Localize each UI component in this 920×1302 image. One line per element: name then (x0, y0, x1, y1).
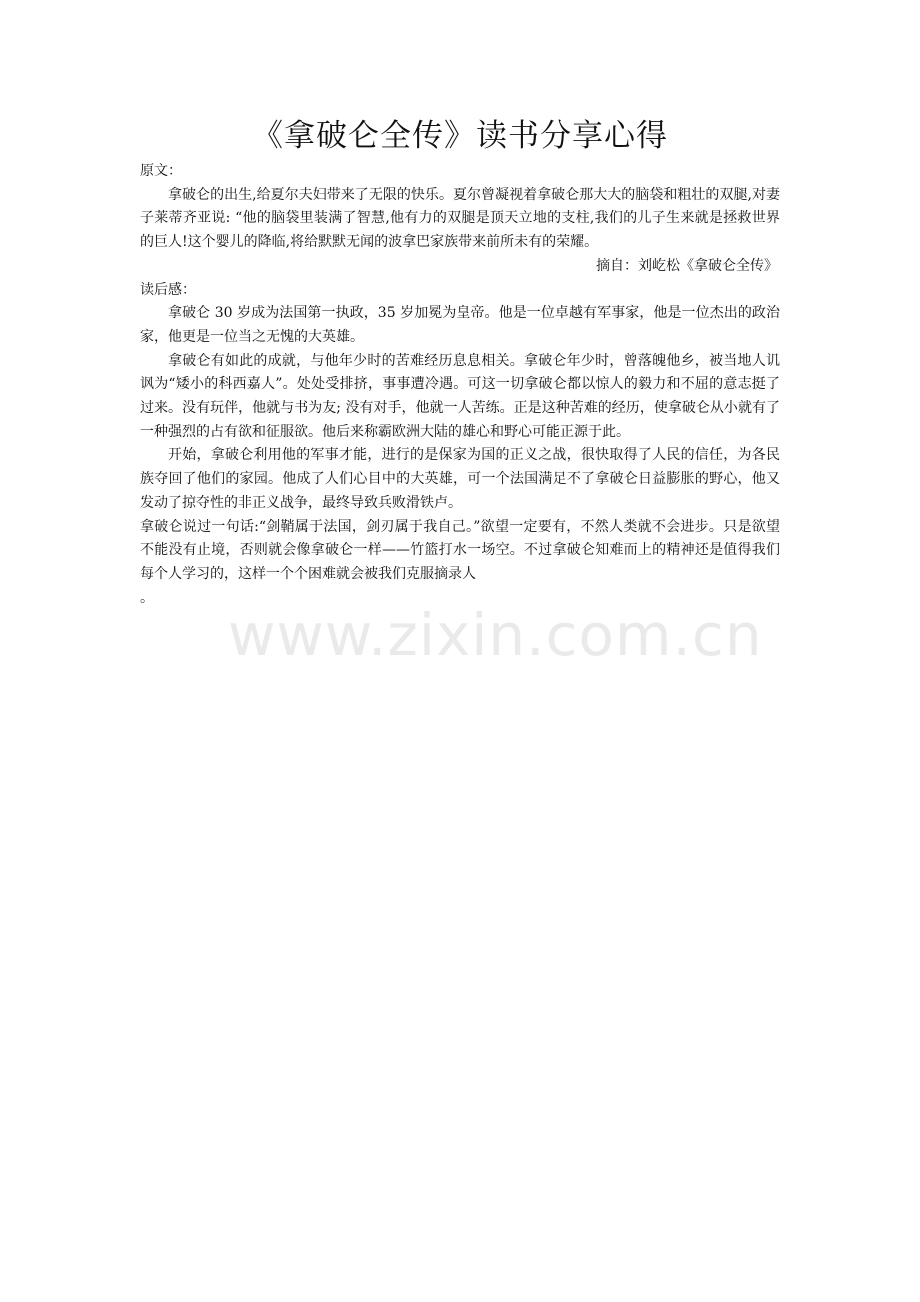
reflection-paragraph-1: 拿破仑 30 岁成为法国第一执政，35 岁加冕为皇帝。他是一位卓越有军事家，他是一位杰出的政治家，他更是一位当之无愧的大英雄。 (140, 305, 780, 345)
source-citation: 摘自：刘屹松《拿破仑全传》 (596, 257, 778, 274)
reflection-label: 读后感： (140, 281, 196, 298)
document-body (140, 160, 780, 610)
site-watermark: www.zixin.com.cn (228, 601, 763, 669)
document-title: 《拿破仑全传》读书分享心得 (252, 118, 668, 154)
original-paragraph: 拿破仑的出生,给夏尔夫妇带来了无限的快乐。夏尔曾凝视着拿破仑那大大的脑袋和粗壮的双腿,对妻子莱蒂齐亚说: “他的脑袋里装满了智慧,他有力的双腿是顶天立地的支柱,我们的儿子生来就是拯救世界的巨人!这个婴儿的降临,将给默默无闻的波拿巴家族带来前所未有的荣耀。 (140, 186, 780, 251)
closing-mark: 。 (140, 589, 154, 606)
reflection-paragraph-2: 拿破仑有如此的成就，与他年少时的苦难经历息息相关。拿破仑年少时，曾落魄他乡，被当地人讥讽为“矮小的科西嘉人”。处处受排挤，事事遭冷遇。可这一切拿破仑都以惊人的毅力和不屈的意志挺了过来。没有玩伴，他就与书为友; 没有对手，他就一人苦练。正是这种苦难的经历，使拿破仑从小就有了一种强烈的占有欲和征服欲。他后来称霸欧洲大陆的雄心和野心可能正源于此。 (140, 352, 780, 440)
original-label: 原文： (140, 163, 182, 179)
closing-paragraph: 拿破仑说过一句话:“剑鞘属于法国，剑刃属于我自己。”欲望一定要有，不然人类就不会进步。只是欲望不能没有止境，否则就会像拿破仑一样——竹篮打水一场空。不过拿破仑知难而上的精神还是值得我们每个人学习的，这样一个个困难就会被我们克服摘录人 (140, 518, 780, 582)
reflection-paragraph-3: 开始，拿破仑利用他的军事才能，进行的是保家为国的正义之战，很快取得了人民的信任，为各民族夺回了他们的家园。他成了人们心目中的大英雄，可一个法国满足不了拿破仑日益膨胀的野心，他又发动了掠夺性的非正义战争，最终导致兵败滑铁卢。 (140, 447, 780, 511)
